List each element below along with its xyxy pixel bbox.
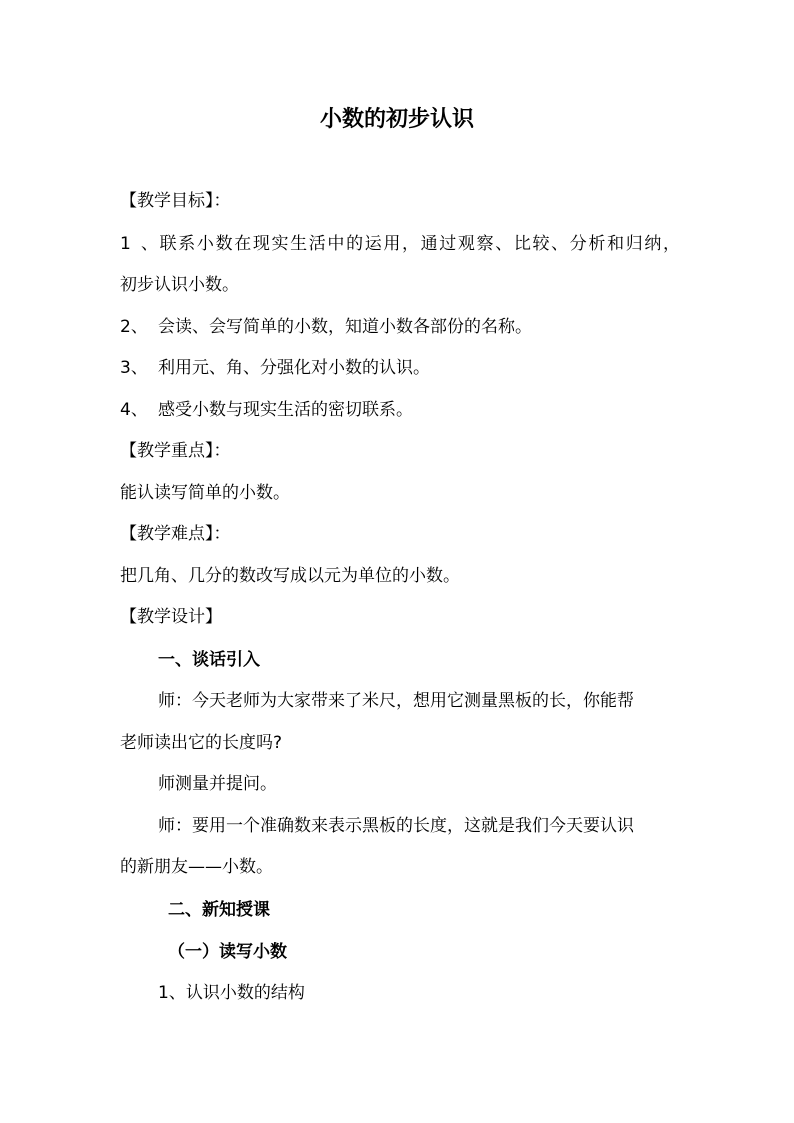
objective-text: 利用元、角、分强化对小数的认识。: [158, 358, 430, 378]
objective-text: 联系小数在现实生活中的运用，通过观察、比较、分析和归纳，: [158, 234, 680, 254]
objective-number: 3、: [120, 358, 148, 378]
section-1-paragraph-1-line-2: 老师读出它的长度吗?: [120, 733, 283, 753]
difficulty-heading: 【教学难点】：: [120, 524, 231, 544]
objective-item-1: [120, 231, 680, 257]
document-title: 小数的初步认识: [319, 107, 474, 132]
section-1-paragraph-2: 师测量并提问。: [158, 774, 277, 794]
objective-item-2: [120, 314, 680, 340]
section-1-paragraph-3-line-2: 的新朋友——小数。: [120, 857, 273, 877]
objective-item-4: [120, 397, 680, 423]
difficulty-text: 把几角、几分的数改写成以元为单位的小数。: [120, 566, 460, 586]
objective-number: 2、: [120, 317, 148, 337]
subsection-1-heading: （一）读写小数: [168, 942, 287, 962]
objective-number: 4、: [120, 400, 148, 420]
objective-number: 1、: [120, 234, 158, 254]
objective-text: 会读、会写简单的小数，知道小数各部份的名称。: [158, 317, 532, 337]
design-heading: 【教学设计】: [120, 607, 222, 627]
key-point-heading: 【教学重点】：: [120, 441, 231, 461]
item-1-text: 1、认识小数的结构: [158, 983, 305, 1003]
objective-item-3: [120, 355, 680, 381]
objectives-heading: 【教学目标】：: [120, 191, 231, 211]
key-point-text: 能认读写简单的小数。: [120, 483, 290, 503]
section-1-paragraph-3-line-1: 师：要用一个准确数来表示黑板的长度，这就是我们今天要认识: [158, 816, 634, 836]
objective-item-1-continued: 初步认识小数。: [120, 275, 239, 295]
section-2-heading: 二、新知授课: [168, 900, 270, 920]
section-1-heading: 一、谈话引入: [158, 650, 260, 670]
section-1-paragraph-1-line-1: 师：今天老师为大家带来了米尺，想用它测量黑板的长，你能帮: [158, 691, 634, 711]
objective-text: 感受小数与现实生活的密切联系。: [158, 400, 413, 420]
